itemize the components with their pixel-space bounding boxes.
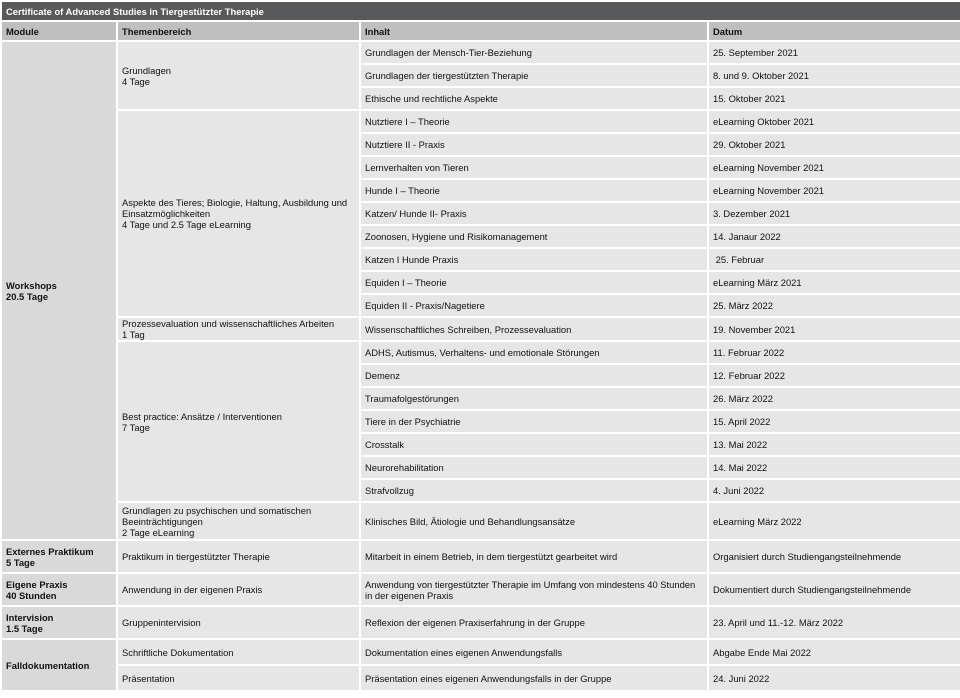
module-praxis: Eigene Praxis 40 Stunden bbox=[1, 573, 117, 606]
topic-cell: Gruppenintervision bbox=[117, 606, 360, 639]
datum-cell: 4. Juni 2022 bbox=[708, 479, 960, 502]
datum-cell: 14. Janaur 2022 bbox=[708, 225, 960, 248]
inhalt-cell: Nutztiere II - Praxis bbox=[360, 133, 708, 156]
table-row bbox=[1, 606, 960, 639]
module-praktikum: Externes Praktikum 5 Tage bbox=[1, 540, 117, 573]
inhalt-cell: Mitarbeit in einem Betrieb, in dem tiergestützt gearbeitet wird bbox=[360, 540, 708, 573]
header-row bbox=[1, 21, 960, 41]
inhalt-cell: Klinisches Bild, Ätiologie und Behandlungsansätze bbox=[360, 502, 708, 540]
inhalt-cell: Katzen/ Hunde II- Praxis bbox=[360, 202, 708, 225]
table-row bbox=[1, 341, 960, 364]
topic-cell: Grundlagen 4 Tage bbox=[117, 41, 360, 110]
topic-cell: Prozessevaluation und wissenschaftliches Arbeiten 1 Tag bbox=[117, 317, 360, 341]
table-row bbox=[1, 110, 960, 133]
column-header-themenbereich: Themenbereich bbox=[117, 21, 360, 41]
datum-cell: 15. April 2022 bbox=[708, 410, 960, 433]
inhalt-cell: Equiden II - Praxis/Nagetiere bbox=[360, 294, 708, 317]
datum-cell: Abgabe Ende Mai 2022 bbox=[708, 639, 960, 665]
column-header-inhalt: Inhalt bbox=[360, 21, 708, 41]
inhalt-cell: Dokumentation eines eigenen Anwendungsfalls bbox=[360, 639, 708, 665]
inhalt-cell: Equiden I – Theorie bbox=[360, 271, 708, 294]
inhalt-cell: Zoonosen, Hygiene und Risikomanagement bbox=[360, 225, 708, 248]
datum-cell: 19. November 2021 bbox=[708, 317, 960, 341]
inhalt-cell: Demenz bbox=[360, 364, 708, 387]
table-row bbox=[1, 317, 960, 341]
inhalt-cell: Grundlagen der tiergestützten Therapie bbox=[360, 64, 708, 87]
table-row bbox=[1, 540, 960, 573]
datum-cell: 8. und 9. Oktober 2021 bbox=[708, 64, 960, 87]
inhalt-cell: Präsentation eines eigenen Anwendungsfalls in der Gruppe bbox=[360, 665, 708, 691]
datum-cell: eLearning März 2022 bbox=[708, 502, 960, 540]
datum-cell: 29. Oktober 2021 bbox=[708, 133, 960, 156]
topic-cell: Aspekte des Tieres; Biologie, Haltung, Ausbildung und Einsatzmöglichkeiten 4 Tage und 2.5 Tage eLearning bbox=[117, 110, 360, 317]
datum-cell: 15. Oktober 2021 bbox=[708, 87, 960, 110]
datum-cell: 14. Mai 2022 bbox=[708, 456, 960, 479]
datum-cell: eLearning November 2021 bbox=[708, 156, 960, 179]
inhalt-cell: Grundlagen der Mensch-Tier-Beziehung bbox=[360, 41, 708, 64]
inhalt-cell: Katzen I Hunde Praxis bbox=[360, 248, 708, 271]
table-title: Certificate of Advanced Studies in Tiergestützter Therapie bbox=[1, 1, 960, 21]
datum-cell: 26. März 2022 bbox=[708, 387, 960, 410]
column-header-datum: Datum bbox=[708, 21, 960, 41]
column-header-module: Module bbox=[1, 21, 117, 41]
topic-cell: Best practice: Ansätze / Interventionen 7 Tage bbox=[117, 341, 360, 502]
inhalt-cell: Tiere in der Psychiatrie bbox=[360, 410, 708, 433]
table-row bbox=[1, 41, 960, 64]
inhalt-cell: Hunde I – Theorie bbox=[360, 179, 708, 202]
inhalt-cell: Traumafolgestörungen bbox=[360, 387, 708, 410]
datum-cell: 11. Februar 2022 bbox=[708, 341, 960, 364]
datum-cell: 25. September 2021 bbox=[708, 41, 960, 64]
inhalt-cell: Anwendung von tiergestützter Therapie im Umfang von mindestens 40 Stunden in der eigenen Praxis bbox=[360, 573, 708, 606]
topic-cell: Schriftliche Dokumentation bbox=[117, 639, 360, 665]
topic-cell: Grundlagen zu psychischen und somatischen Beeinträchtigungen 2 Tage eLearning bbox=[117, 502, 360, 540]
table-row bbox=[1, 573, 960, 606]
datum-cell: eLearning Oktober 2021 bbox=[708, 110, 960, 133]
datum-cell: Dokumentiert durch Studiengangsteilnehmende bbox=[708, 573, 960, 606]
datum-cell: 23. April und 11.-12. März 2022 bbox=[708, 606, 960, 639]
datum-cell: eLearning November 2021 bbox=[708, 179, 960, 202]
datum-cell: Organisiert durch Studiengangsteilnehmende bbox=[708, 540, 960, 573]
module-falldokumentation: Falldokumentation bbox=[1, 639, 117, 691]
datum-cell: 12. Februar 2022 bbox=[708, 364, 960, 387]
title-row bbox=[1, 1, 960, 21]
inhalt-cell: Nutztiere I – Theorie bbox=[360, 110, 708, 133]
inhalt-cell: Neurorehabilitation bbox=[360, 456, 708, 479]
inhalt-cell: Strafvollzug bbox=[360, 479, 708, 502]
table-row bbox=[1, 502, 960, 540]
topic-cell: Praktikum in tiergestützter Therapie bbox=[117, 540, 360, 573]
datum-cell: 3. Dezember 2021 bbox=[708, 202, 960, 225]
module-intervision: Intervision 1.5 Tage bbox=[1, 606, 117, 639]
table-row bbox=[1, 665, 960, 691]
inhalt-cell: Wissenschaftliches Schreiben, Prozessevaluation bbox=[360, 317, 708, 341]
datum-cell: eLearning März 2021 bbox=[708, 271, 960, 294]
datum-cell: 25. März 2022 bbox=[708, 294, 960, 317]
topic-cell: Anwendung in der eigenen Praxis bbox=[117, 573, 360, 606]
inhalt-cell: Lernverhalten von Tieren bbox=[360, 156, 708, 179]
inhalt-cell: Crosstalk bbox=[360, 433, 708, 456]
topic-cell: Präsentation bbox=[117, 665, 360, 691]
inhalt-cell: ADHS, Autismus, Verhaltens- und emotionale Störungen bbox=[360, 341, 708, 364]
table-row bbox=[1, 639, 960, 665]
datum-cell: 13. Mai 2022 bbox=[708, 433, 960, 456]
datum-cell: 25. Februar bbox=[708, 248, 960, 271]
inhalt-cell: Ethische und rechtliche Aspekte bbox=[360, 87, 708, 110]
inhalt-cell: Reflexion der eigenen Praxiserfahrung in der Gruppe bbox=[360, 606, 708, 639]
datum-cell: 24. Juni 2022 bbox=[708, 665, 960, 691]
module-workshops: Workshops 20.5 Tage bbox=[1, 41, 117, 540]
